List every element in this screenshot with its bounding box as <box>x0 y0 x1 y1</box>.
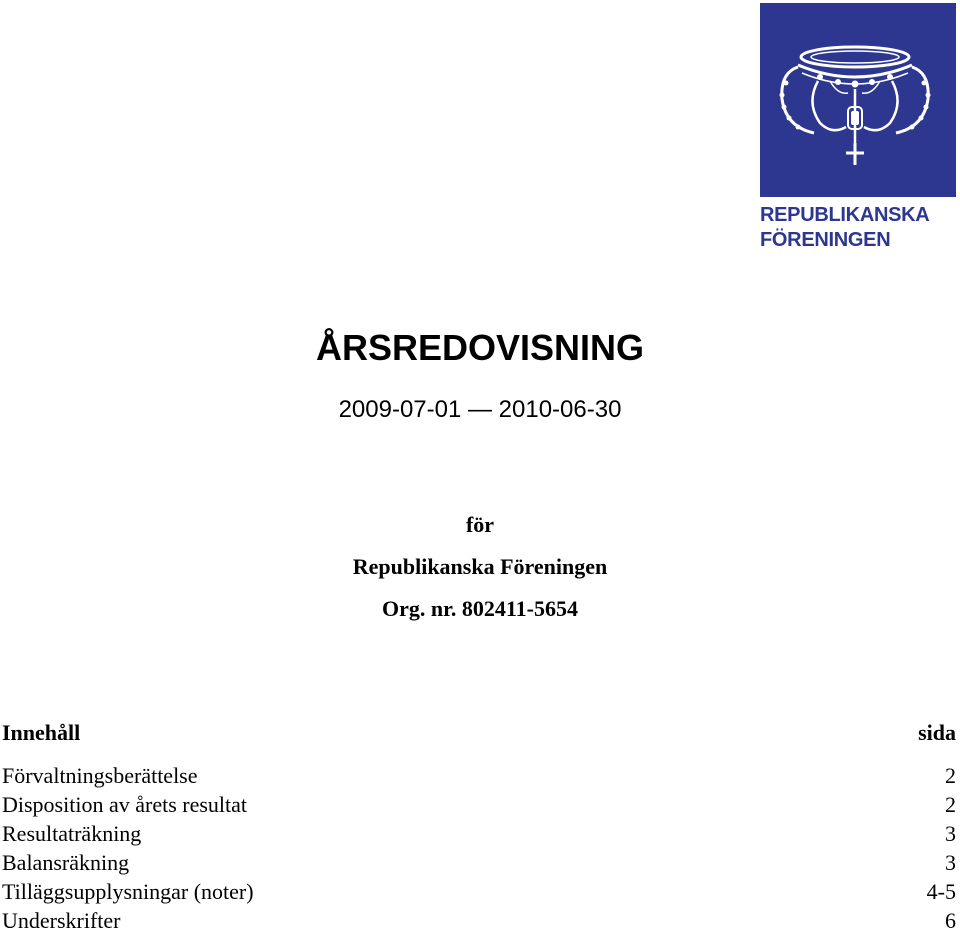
toc-heading: Innehåll <box>2 720 81 745</box>
for-label: för <box>465 512 495 537</box>
toc-item <box>2 906 956 935</box>
toc-item <box>2 877 956 906</box>
toc-item-label: Disposition av årets resultat <box>2 792 248 817</box>
organization-name: Republikanska Föreningen <box>352 554 608 579</box>
toc-item-page: 3 <box>945 821 956 846</box>
toc-item <box>2 848 956 877</box>
toc-item <box>2 761 956 790</box>
toc-item-page: 4-5 <box>926 879 956 904</box>
logo-wordmark <box>760 203 960 253</box>
organization-number: Org. nr. 802411-5654 <box>382 596 578 621</box>
toc-item-label: Resultaträkning <box>2 821 142 846</box>
logo-emblem <box>760 3 956 197</box>
toc-item-page: 3 <box>945 850 956 875</box>
toc-item-label: Tilläggsupplysningar (noter) <box>2 879 254 904</box>
logo-line-2: FÖRENINGEN <box>760 229 891 251</box>
toc-item-page: 2 <box>945 763 956 788</box>
toc-item-label: Förvaltningsberättelse <box>2 763 198 788</box>
document-title: ÅRSREDOVISNING <box>315 327 645 368</box>
toc-page-heading: sida <box>918 720 956 745</box>
toc-item <box>2 819 956 848</box>
toc-header <box>2 719 956 747</box>
toc-item-label: Underskrifter <box>2 908 121 933</box>
toc-item-page: 2 <box>945 792 956 817</box>
crown-icon <box>760 3 956 197</box>
toc-item <box>2 790 956 819</box>
logo-line-1: REPUBLIKANSKA <box>760 204 930 226</box>
toc-item-label: Balansräkning <box>2 850 130 875</box>
toc-item-page: 6 <box>945 908 956 933</box>
table-of-contents <box>2 761 956 935</box>
report-period: 2009-07-01 — 2010-06-30 <box>338 396 622 423</box>
